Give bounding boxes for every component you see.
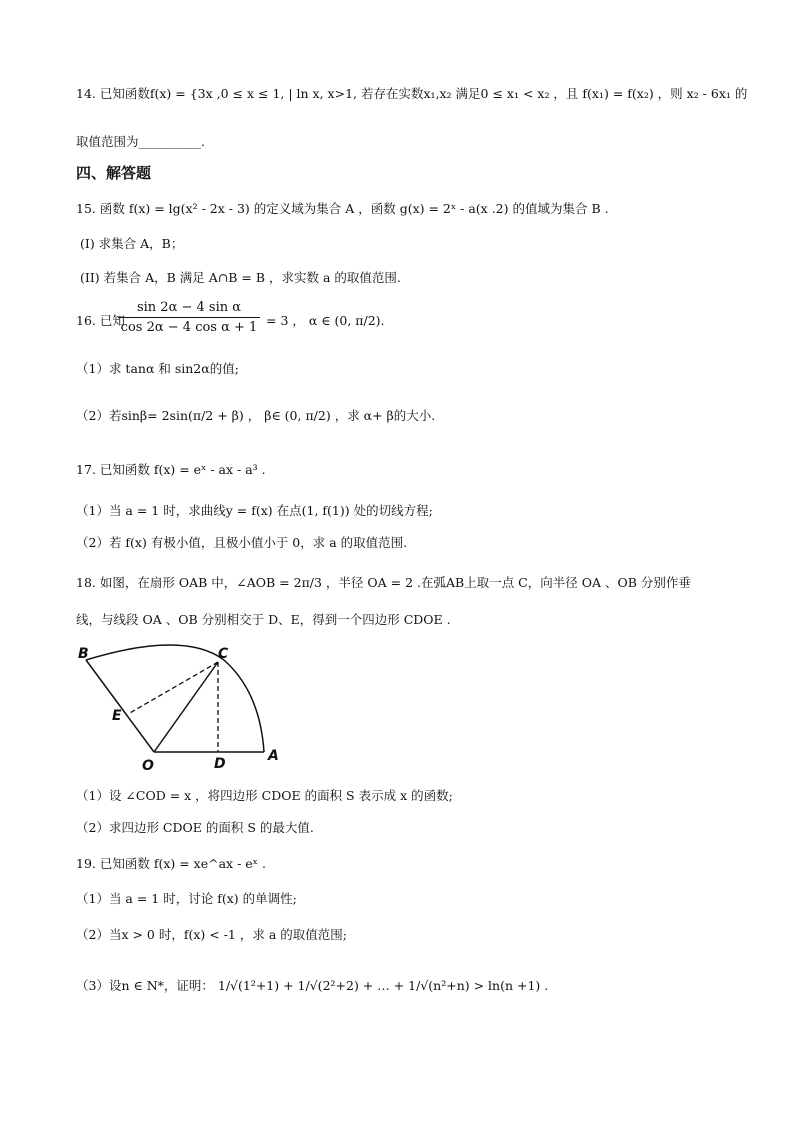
q19-part2: （2）当x > 0 时，f(x) < -1 ，求 a 的取值范围; [76, 927, 347, 942]
q14-line2: 取值范围为__________. [76, 134, 205, 149]
q16-part1: （1）求 tanα 和 sin2α的值; [76, 361, 239, 376]
q16-denominator: cos 2α − 4 cos α + 1 [120, 320, 258, 335]
label-b: B [78, 646, 89, 662]
q19-part3: （3）设n ∈ N*，证明： 1/√(1²+1) + 1/√(2²+2) + … + 1/√(n²+n) > ln(n +1) . [76, 978, 549, 993]
q15-part2: (II) 若集合 A，B 满足 A∩B = B ，求实数 a 的取值范围. [80, 270, 401, 285]
q18-part2: （2）求四边形 CDOE 的面积 S 的最大值. [76, 820, 314, 835]
q17-part1: （1）当 a = 1 时，求曲线y = f(x) 在点(1, f(1)) 处的切线方程; [76, 503, 433, 518]
section-title: 四、解答题 [76, 164, 152, 182]
q14-line1: 14. 已知函数f(x) = {3x ,0 ≤ x ≤ 1, | ln x, x>1, 若存在实数x₁,x₂ 满足0 ≤ x₁ < x₂ ，且 f(x₁) = f(x₂) ，则 x₂ - 6x₁ 的 [76, 86, 748, 101]
q18-part1: （1）设 ∠COD = x ，将四边形 CDOE 的面积 S 表示成 x 的函数; [76, 788, 453, 803]
label-e: E [112, 708, 122, 724]
q15-stem: 15. 函数 f(x) = lg(x² - 2x - 3) 的定义域为集合 A ，函数 g(x) = 2ˣ - a(x .2) 的值域为集合 B . [76, 201, 609, 216]
q17-stem: 17. 已知函数 f(x) = eˣ - ax - a³ . [76, 462, 266, 477]
q19-part1: （1）当 a = 1 时，讨论 f(x) 的单调性; [76, 891, 297, 906]
sector-diagram [74, 642, 284, 776]
q18-line1: 18. 如图，在扇形 OAB 中，∠AOB = 2π/3 ，半径 OA = 2 .在弧AB上取一点 C，向半径 OA 、OB 分别作垂 [76, 575, 691, 590]
q16-part2: （2）若sinβ= 2sin(π/2 + β) ， β∈ (0, π/2) ，求 α+ β的大小. [76, 408, 436, 423]
q16-prefix: 16. 已知 [76, 313, 125, 328]
q16-numerator: sin 2α − 4 sin α [118, 300, 260, 318]
q16-suffix: = 3 ， α ∈ (0, π/2). [266, 313, 385, 328]
arc-ab [86, 645, 264, 752]
radius-ob [86, 660, 154, 752]
label-d: D [214, 756, 226, 772]
q17-part2: （2）若 f(x) 有极小值，且极小值小于 0，求 a 的取值范围. [76, 535, 408, 550]
q19-stem: 19. 已知函数 f(x) = xe^ax - eˣ . [76, 856, 266, 871]
label-a: A [268, 748, 279, 764]
label-o: O [142, 758, 154, 774]
q16-fraction [118, 300, 260, 335]
segment-oc [154, 662, 218, 752]
q15-part1: (I) 求集合 A，B； [80, 236, 184, 251]
q18-line2: 线，与线段 OA 、OB 分别相交于 D、E，得到一个四边形 CDOE . [76, 612, 451, 627]
segment-ce [128, 662, 218, 714]
label-c: C [218, 646, 229, 662]
